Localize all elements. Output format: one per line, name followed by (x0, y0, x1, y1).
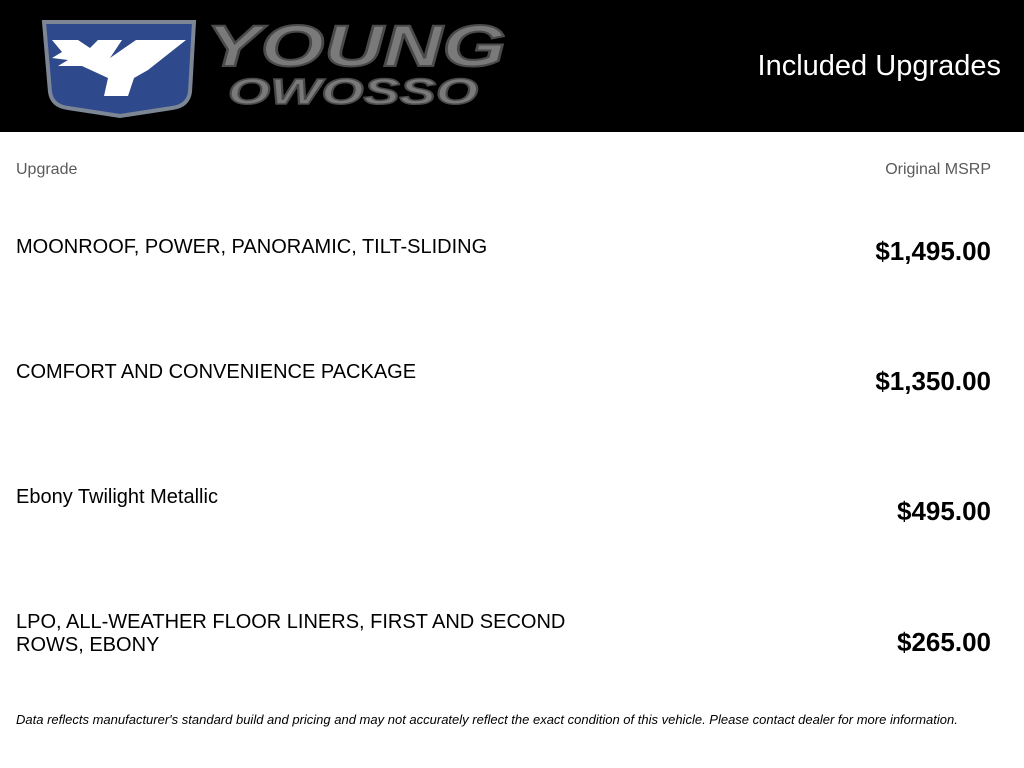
upgrade-price: $265.00 (897, 627, 991, 657)
column-header-msrp: Original MSRP (885, 161, 991, 178)
upgrade-name: LPO, ALL-WEATHER FLOOR LINERS, FIRST AND SECOND ROWS, EBONY (16, 611, 566, 656)
logo-text-top: YOUNG (206, 14, 506, 79)
disclaimer-text: Data reflects manufacturer's standard build and pricing and may not accurately reflect the exact condition of this vehicle. Please contact dealer for more information. (16, 712, 958, 727)
upgrade-price: $1,350.00 (875, 366, 991, 396)
upgrade-price: $1,495.00 (875, 236, 991, 266)
column-header-upgrade: Upgrade (16, 161, 78, 178)
upgrade-name: COMFORT AND CONVENIENCE PACKAGE (16, 361, 417, 383)
page-title: Included Upgrades (757, 50, 1001, 82)
dealer-logo (38, 14, 518, 122)
page-header (0, 0, 1024, 132)
upgrade-price: $495.00 (897, 496, 991, 526)
upgrade-name: MOONROOF, POWER, PANORAMIC, TILT-SLIDING (16, 236, 488, 258)
upgrade-name: Ebony Twilight Metallic (16, 486, 218, 508)
logo-text-bottom: OWOSSO (228, 71, 478, 112)
